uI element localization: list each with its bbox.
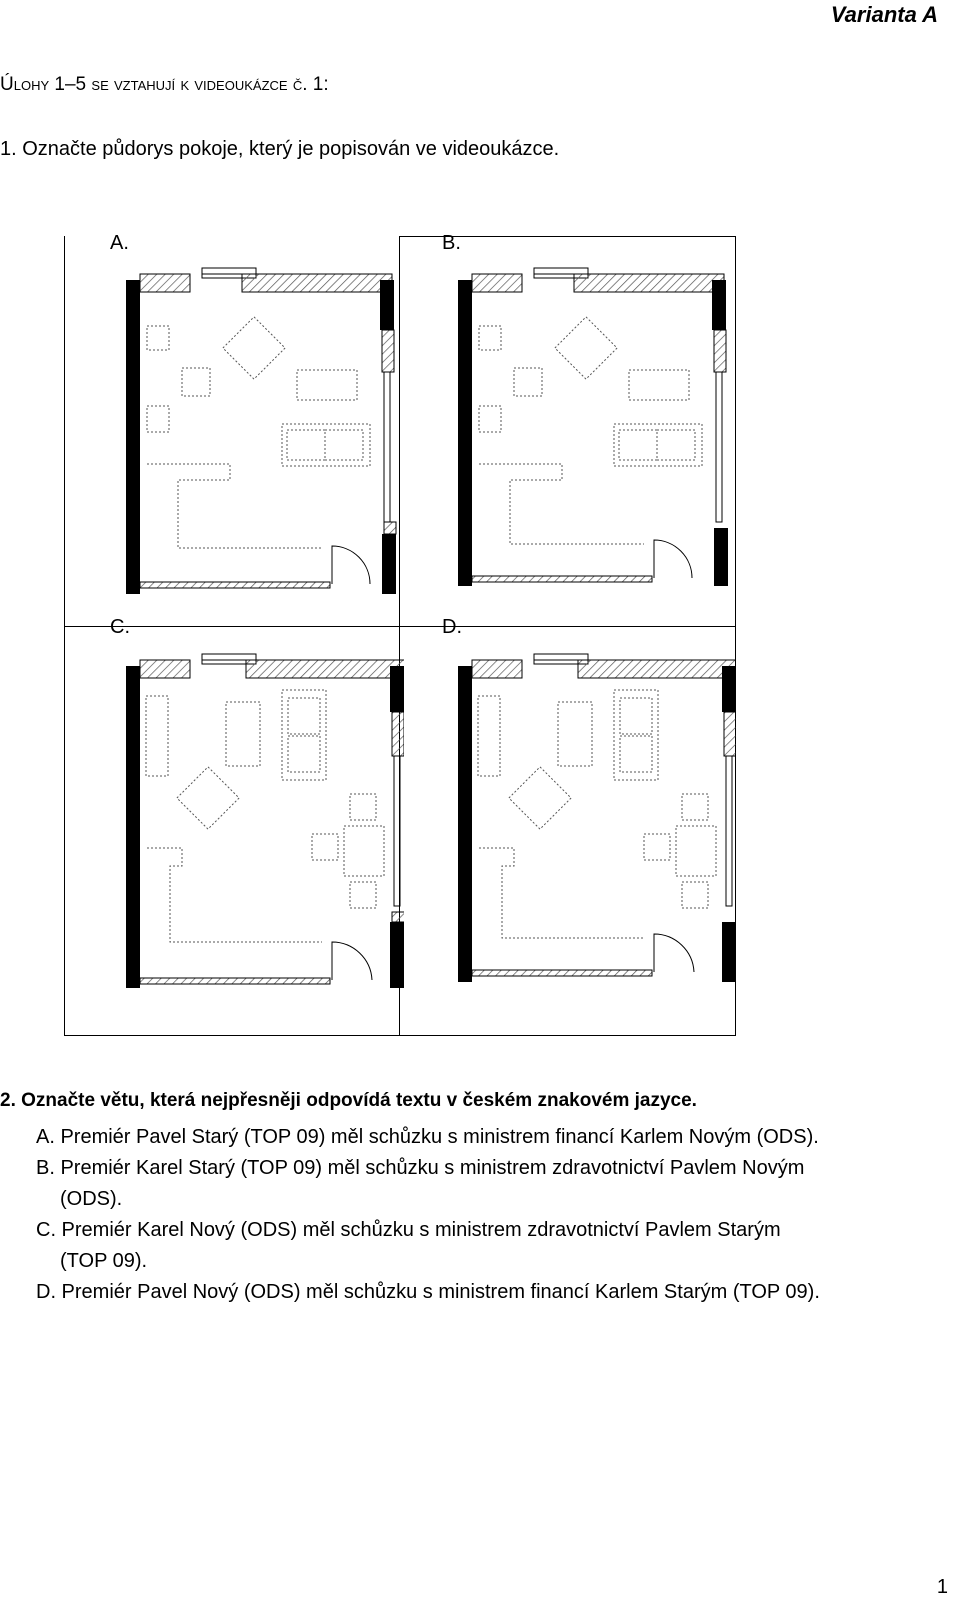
option-c-text-continued: (TOP 09).	[60, 1250, 148, 1272]
option-d-label[interactable]: D.	[442, 616, 462, 638]
option-d[interactable]	[36, 1277, 946, 1308]
option-b[interactable]	[36, 1153, 946, 1215]
question-1-text: 1. Označte půdorys pokoje, který je popisován ve videoukázce.	[0, 138, 560, 160]
option-b-label[interactable]: B.	[442, 232, 461, 254]
heading-rest: lohy 1–5 se vztahují k videoukázce č. 1:	[13, 74, 329, 95]
heading-initial: Ú	[0, 74, 14, 95]
option-c-text: C. Premiér Karel Nový (ODS) měl schůzku s ministrem zdravotnictví Pavlem Starým	[36, 1219, 781, 1241]
floorplan-a[interactable]	[122, 266, 404, 598]
option-a[interactable]	[36, 1122, 946, 1153]
variant-label: Varianta A	[830, 2, 938, 27]
option-c-label[interactable]: C.	[110, 616, 130, 638]
page-number: 1	[936, 1576, 948, 1598]
section-heading	[0, 74, 329, 96]
option-d-text: D. Premiér Pavel Nový (ODS) měl schůzku s ministrem financí Karlem Starým (TOP 09).	[36, 1281, 820, 1303]
grid-line	[64, 236, 65, 1036]
question-2-text: 2. Označte větu, která nejpřesněji odpovídá textu v českém znakovém jazyce.	[0, 1090, 697, 1111]
floorplan-d[interactable]	[454, 652, 736, 992]
floorplan-b[interactable]	[454, 266, 736, 598]
option-b-text-continued: (ODS).	[60, 1188, 123, 1210]
question-2-options	[36, 1122, 946, 1308]
option-a-text: A. Premiér Pavel Starý (TOP 09) měl schůzku s ministrem financí Karlem Novým (ODS).	[36, 1126, 819, 1148]
floorplan-c[interactable]	[122, 652, 404, 992]
option-a-label[interactable]: A.	[110, 232, 129, 254]
grid-line	[64, 626, 736, 627]
floorplan-grid	[64, 232, 736, 1036]
grid-line	[64, 1035, 736, 1036]
option-b-text: B. Premiér Karel Starý (TOP 09) měl schůzku s ministrem zdravotnictví Pavlem Novým	[36, 1157, 805, 1179]
option-c[interactable]	[36, 1215, 946, 1277]
